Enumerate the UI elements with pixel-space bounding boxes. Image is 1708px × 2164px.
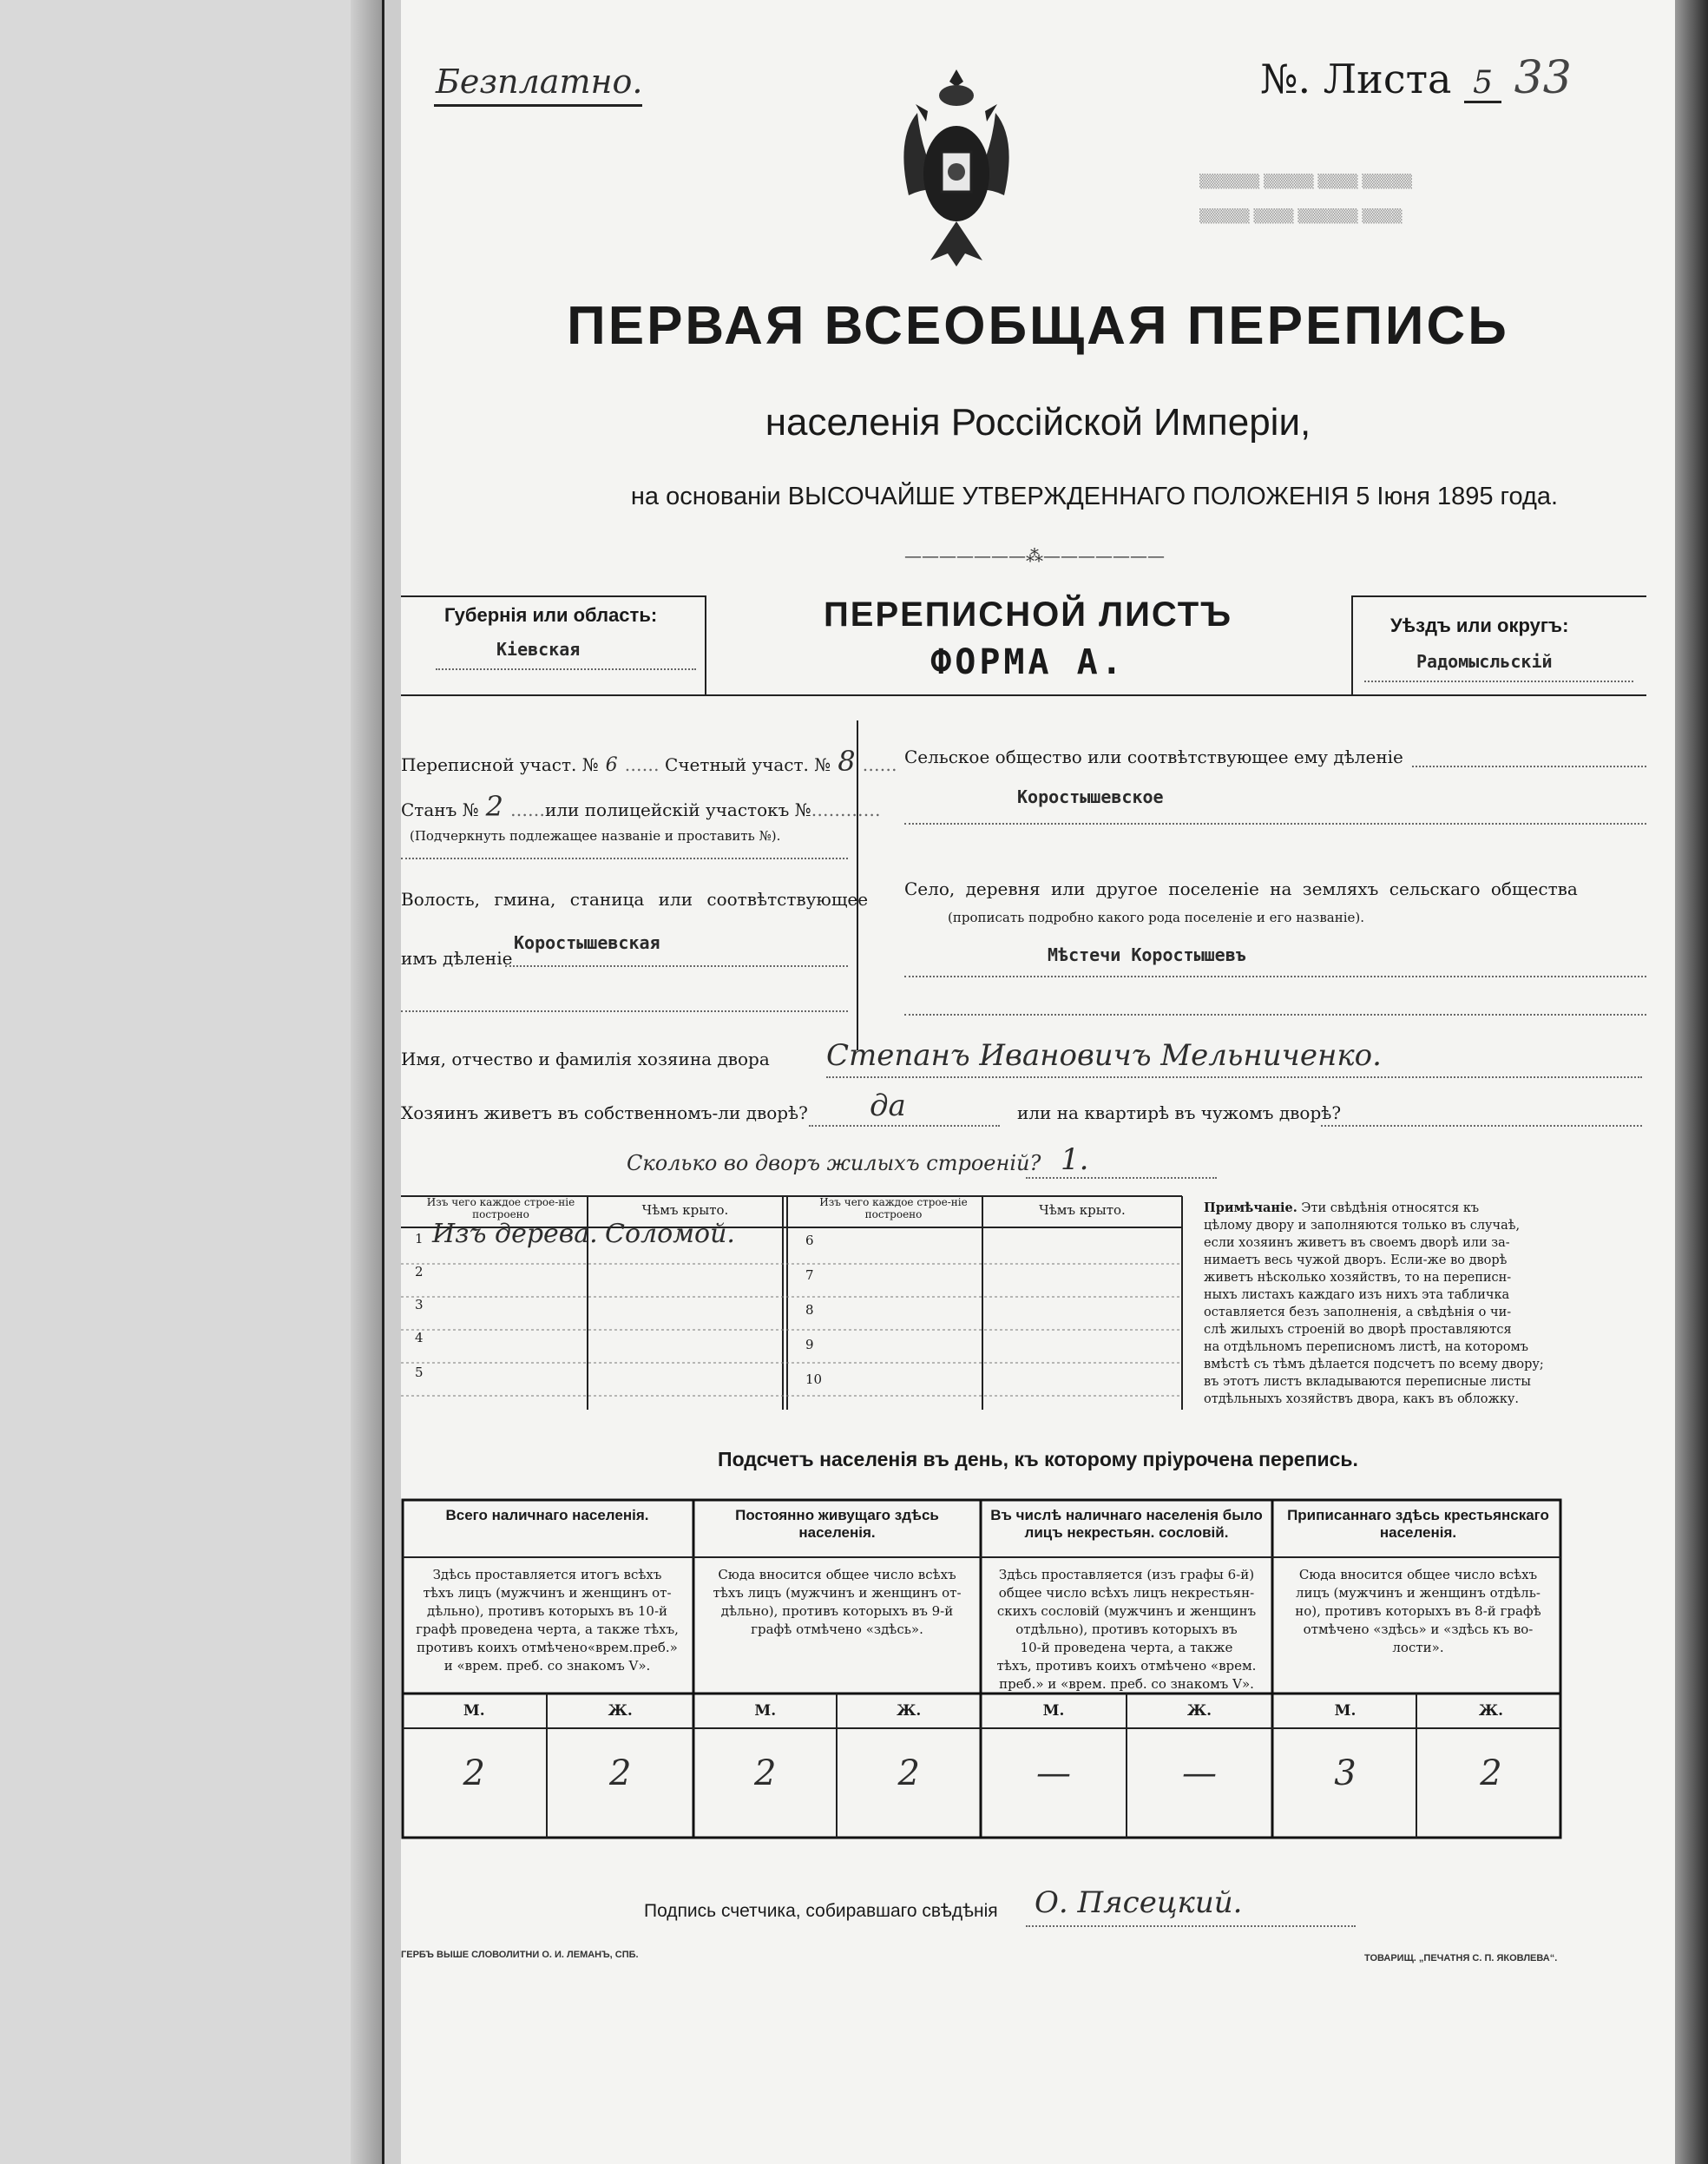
- note-line: на отдѣльномъ переписномъ листѣ, на которомъ: [1204, 1340, 1528, 1354]
- note-line: въ этотъ листъ вкладываются переписные листы: [1204, 1375, 1531, 1389]
- owner-lives-value: да: [870, 1089, 906, 1123]
- count-column-desc-line: Сюда вносится общее число всѣхъ: [718, 1567, 956, 1582]
- building-row-num: 5: [415, 1365, 424, 1380]
- page-edge-shadow: [1675, 0, 1708, 2164]
- note-line: слѣ жилыхъ строеній во дворѣ проставляются: [1204, 1323, 1512, 1337]
- buildings-col3-header: Изъ чего каждое строе-ніе построено: [819, 1196, 968, 1220]
- count-column-desc-line: отмѣчено «здѣсь» и «здѣсь къ во-: [1303, 1621, 1534, 1637]
- owner-name-label: Имя, отчество и фамилія хозяина двора: [401, 1049, 770, 1069]
- note-line: вмѣстѣ съ тѣмъ дѣлается подсчетъ по всему двору;: [1204, 1358, 1544, 1371]
- bleed-through-text: ▒▒▒▒▒▒ ▒▒▒▒▒ ▒▒▒▒ ▒▒▒▒▒: [1199, 174, 1413, 189]
- village-line-1: [904, 976, 1646, 977]
- count-column-desc-line: Здѣсь проставляется итогъ всѣхъ: [432, 1567, 662, 1582]
- uezd-value: Радомысльскій: [1416, 651, 1553, 672]
- female-column-label: Ж.: [608, 1702, 633, 1720]
- sheet-number-text: №. Листа: [1260, 56, 1452, 102]
- male-column-label: М.: [754, 1702, 777, 1720]
- buildings-value: 1.: [1061, 1142, 1089, 1177]
- count-column-desc-line: графѣ проведена черта, а также тѣхъ,: [416, 1621, 679, 1637]
- uezd-label: Уѣздъ или округъ:: [1390, 615, 1569, 636]
- count-column-desc-line: лицъ (мужчинъ и женщинъ отдѣль-: [1296, 1585, 1540, 1601]
- count-column-desc-line: но), противъ которыхъ въ 8-й графѣ: [1295, 1603, 1541, 1619]
- female-column-label: Ж.: [1186, 1702, 1212, 1720]
- building-row-num: 8: [805, 1302, 814, 1318]
- count-column-desc-line: и «врем. преб. со знакомъ V».: [443, 1658, 651, 1674]
- stan-row: Станъ № 2 ……или полицейскій участокъ №…………: [401, 790, 881, 823]
- double-headed-eagle-icon: [891, 69, 1022, 269]
- building-roof: Соломой.: [605, 1219, 735, 1249]
- female-column-label: Ж.: [1478, 1702, 1504, 1720]
- village-label: Село, деревня или другое поселеніе на земляхъ сельскаго общества: [904, 878, 1578, 899]
- volost-value: Коростышевская: [514, 932, 660, 953]
- count-column-desc-line: Здѣсь проставляется (изъ графы 6-й): [998, 1567, 1255, 1582]
- male-column-label: М.: [1334, 1702, 1357, 1720]
- schetny-label: Счетный участ. №: [665, 754, 831, 775]
- count-column-desc-line: противъ коихъ отмѣчено«врем.преб.»: [417, 1640, 678, 1655]
- note-line: нимаетъ весь чужой дворъ. Если-же во дворѣ: [1204, 1253, 1508, 1267]
- male-count-value: 2: [754, 1753, 777, 1793]
- census-form-page: [401, 0, 1675, 2164]
- buildings-col2-header: Чѣмъ крыто.: [641, 1202, 729, 1218]
- note-line: ныхъ листахъ каждаго изъ нихъ эта табличка: [1204, 1288, 1510, 1302]
- female-count-value: 2: [609, 1753, 632, 1793]
- building-material: Изъ дерева.: [432, 1219, 598, 1249]
- building-row-num: 7: [805, 1267, 814, 1283]
- schetny-value: 8: [838, 745, 856, 778]
- owner-rent-label: или на квартирѣ въ чужомъ дворѣ?: [1017, 1102, 1342, 1123]
- police-label: или полицейскій участокъ №: [545, 799, 811, 820]
- count-column-desc-line: тѣхъ, противъ коихъ отмѣчено «врем.: [996, 1658, 1257, 1674]
- count-column-desc-line: отдѣльно), противъ которыхъ въ: [1015, 1621, 1238, 1637]
- female-column-label: Ж.: [897, 1702, 922, 1720]
- male-column-label: М.: [463, 1702, 485, 1720]
- buildings-line: [1026, 1177, 1217, 1179]
- village-line-2: [904, 1014, 1646, 1016]
- count-column-desc-line: тѣхъ лицъ (мужчинъ и женщинъ от-: [423, 1585, 672, 1601]
- count-column-heading: Приписаннаго здѣсь крестьянскаго населенія.: [1287, 1507, 1549, 1541]
- building-row-num: 6: [805, 1233, 814, 1248]
- count-column-desc-line: преб.» и «врем. преб. со знакомъ V».: [999, 1676, 1254, 1692]
- male-column-label: М.: [1042, 1702, 1065, 1720]
- building-row-num: 3: [415, 1297, 424, 1312]
- volost-label-1: Волость, гмина, станица или соотвѣтствующее: [401, 889, 869, 910]
- page-title: ПЕРВАЯ ВСЕОБЩАЯ ПЕРЕПИСЬ: [567, 296, 1509, 356]
- note-line: если хозяинъ живетъ въ своемъ дворѣ или за-: [1204, 1236, 1510, 1250]
- count-column-desc-line: дѣльно), противъ которыхъ въ 10-й: [426, 1603, 668, 1619]
- form-title: ПЕРЕПИСНОЙ ЛИСТЪ: [824, 595, 1232, 634]
- form-subtitle: ФОРМА А.: [930, 642, 1126, 682]
- count-column-desc-line: 10-й проведена черта, а также: [1020, 1640, 1233, 1655]
- gubernia-label: Губернія или область:: [444, 604, 658, 626]
- count-column-heading: Всего наличнаго населенія.: [445, 1507, 649, 1523]
- female-count-value: 2: [1480, 1753, 1502, 1793]
- volost-line: [505, 965, 848, 967]
- count-column-desc-line: общее число всѣхъ лицъ некрестьян-: [998, 1585, 1255, 1601]
- count-column-desc-line: тѣхъ лицъ (мужчинъ и женщинъ от-: [713, 1585, 962, 1601]
- owner-lives-label: Хозяинъ живетъ въ собственномъ-ли дворѣ?: [401, 1102, 808, 1123]
- count-column-desc-line: скихъ сословій (мужчинъ и женщинъ: [996, 1603, 1257, 1619]
- note-title: Примѣчаніе.: [1204, 1200, 1297, 1215]
- frame-top-right: [1351, 595, 1646, 597]
- bleed-through-text: ▒▒▒▒▒ ▒▒▒▒ ▒▒▒▒▒▒ ▒▒▒▒: [1199, 208, 1403, 224]
- owner-rent-line: [1321, 1125, 1642, 1127]
- owner-name-line: [826, 1076, 1642, 1078]
- male-count-value: 2: [463, 1753, 485, 1793]
- page-subtitle: населенія Россійской Имперіи,: [765, 401, 1311, 444]
- society-line-2: [904, 823, 1646, 825]
- note-line: Эти свѣдѣнія относятся къ: [1301, 1201, 1480, 1215]
- building-row-num: 9: [805, 1337, 814, 1352]
- imprint-left: ГЕРБЪ ВЫШЕ СЛОВОЛИТНИ О. И. ЛЕМАНЪ, СПБ.: [401, 1950, 639, 1960]
- note-line: цѣлому двору и заполняются только въ случаѣ,: [1204, 1219, 1521, 1233]
- stan-value: 2: [485, 790, 503, 823]
- sheet-number-value: 5: [1464, 65, 1501, 103]
- gubernia-line: [436, 668, 696, 670]
- sheet-number-label: [1260, 52, 1572, 104]
- stan-label: Станъ №: [401, 799, 479, 820]
- female-count-value: 2: [897, 1753, 920, 1793]
- count-column-desc-line: лости».: [1392, 1640, 1444, 1655]
- buildings-label: Сколько во дворъ жилыхъ строеній?: [627, 1151, 1041, 1175]
- perepisnoi-label: Переписной участ. №: [401, 754, 599, 775]
- buildings-col4-header: Чѣмъ крыто.: [1039, 1202, 1126, 1218]
- count-column-heading: Въ числѣ наличнаго населенія было лицъ некрестьян. сословій.: [990, 1507, 1263, 1541]
- count-column-heading: Постоянно живущаго здѣсь населенія.: [735, 1507, 939, 1541]
- previous-page-edge: [0, 0, 382, 2164]
- count-column-desc-line: графѣ отмѣчено «здѣсь».: [751, 1621, 923, 1637]
- count-column-desc-line: дѣльно), противъ которыхъ въ 9-й: [720, 1603, 954, 1619]
- village-note: (прописать подробно какого рода поселеніе и его названіе).: [948, 910, 1364, 925]
- underline-note: (Подчеркнуть подлежащее названіе и проставить №).: [410, 828, 781, 844]
- perepisnoi-value: 6: [605, 754, 618, 776]
- building-row-num: 1: [415, 1231, 424, 1246]
- building-row-num: 4: [415, 1330, 424, 1345]
- building-row-num: 2: [415, 1264, 424, 1279]
- village-value: Мѣстечи Коростышевъ: [1048, 944, 1246, 965]
- building-row-num: 10: [805, 1371, 823, 1387]
- signature-value: О. Пясецкий.: [1035, 1885, 1243, 1920]
- basis-line: на основаніи ВЫСОЧАЙШЕ УТВЕРЖДЕННАГО ПОЛОЖЕНІЯ 5 Іюня 1895 года.: [630, 483, 1559, 510]
- frame-right-divider: [1351, 595, 1353, 694]
- volost-line-2: [401, 1010, 848, 1012]
- female-count-value: —: [1182, 1753, 1217, 1793]
- gubernia-value: Кіевская: [496, 639, 581, 660]
- society-value: Коростышевское: [1017, 786, 1164, 807]
- count-title: Подсчетъ населенія въ день, къ которому пріурочена перепись.: [718, 1448, 1358, 1470]
- free-label: Безплатно.: [436, 62, 643, 101]
- uezd-line: [1364, 681, 1633, 682]
- buildings-note: [1204, 1200, 1646, 1408]
- society-line-1: [1412, 766, 1646, 767]
- signature-line: [1026, 1925, 1356, 1927]
- perepisnoi-row: Переписной участ. № 6 …… Счетный участ. № 8 ……: [401, 745, 897, 778]
- note-line: отдѣльныхъ хозяйствъ двора, какъ въ обложку.: [1204, 1392, 1520, 1406]
- owner-name-value: Степанъ Ивановичъ Мельниченко.: [826, 1038, 1382, 1073]
- society-label: Сельское общество или соотвѣтствующее ему дѣленіе: [904, 747, 1403, 767]
- frame-top-left: [401, 595, 705, 597]
- stan-line: [401, 858, 848, 859]
- male-count-value: 3: [1334, 1753, 1357, 1793]
- ornament-divider-icon: ———————⁂———————: [904, 545, 1165, 566]
- count-column-desc-line: Сюда вносится общее число всѣхъ: [1298, 1567, 1538, 1582]
- imprint-right: ТОВАРИЩ. „ПЕЧАТНЯ С. П. ЯКОВЛЕВА“.: [1364, 1953, 1558, 1963]
- owner-lives-line: [809, 1125, 1000, 1127]
- sheet-number-handwritten: 33: [1514, 52, 1572, 104]
- male-count-value: —: [1036, 1753, 1071, 1793]
- note-line: живетъ нѣсколько хозяйствъ, то на переписн-: [1204, 1271, 1512, 1285]
- buildings-col1-header: Изъ чего каждое строе-ніе построено: [426, 1196, 575, 1220]
- volost-label-2: имъ дѣленіе: [401, 948, 513, 969]
- free-underline: [434, 104, 642, 107]
- frame-bottom: [401, 694, 1646, 696]
- signature-label: Подпись счетчика, собиравшаго свѣдѣнія: [644, 1901, 998, 1921]
- note-line: оставляется безъ заполненія, а свѣдѣнія о чи-: [1204, 1306, 1512, 1319]
